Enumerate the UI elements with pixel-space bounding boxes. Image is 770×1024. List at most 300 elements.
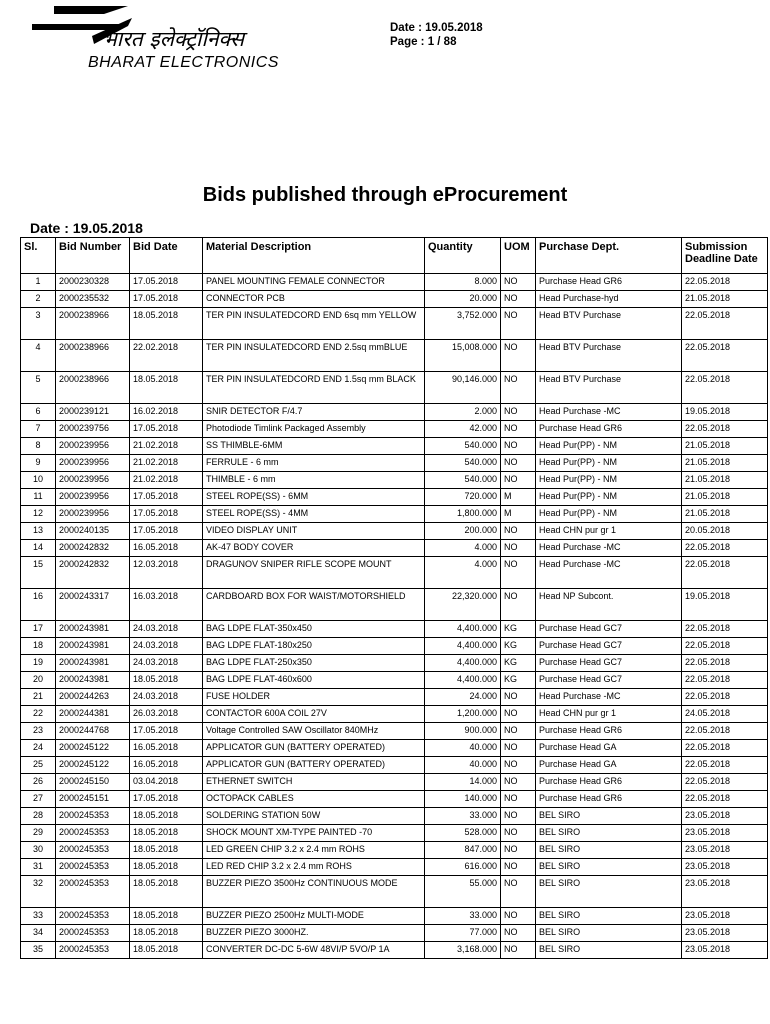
table-row	[21, 506, 768, 523]
cell-material: TER PIN INSULATEDCORD END 1.5sq mm BLACK	[203, 372, 425, 404]
table-row	[21, 308, 768, 340]
cell-quantity: 3,168.000	[425, 942, 501, 959]
cell-dept: Head Pur(PP) - NM	[536, 438, 682, 455]
cell-bid-date: 24.03.2018	[130, 655, 203, 672]
cell-deadline: 23.05.2018	[682, 876, 768, 908]
cell-material: BUZZER PIEZO 3500Hz CONTINUOUS MODE	[203, 876, 425, 908]
cell-dept: Purchase Head GR6	[536, 791, 682, 808]
cell-dept: Head Purchase -MC	[536, 689, 682, 706]
cell-bid-number: 2000239956	[56, 506, 130, 523]
cell-bid-number: 2000235532	[56, 291, 130, 308]
cell-bid-date: 17.05.2018	[130, 723, 203, 740]
cell-uom: NO	[501, 908, 536, 925]
table-row	[21, 808, 768, 825]
cell-uom: NO	[501, 723, 536, 740]
cell-dept: Head Purchase -MC	[536, 404, 682, 421]
cell-bid-date: 22.02.2018	[130, 340, 203, 372]
table-row	[21, 689, 768, 706]
table-row	[21, 655, 768, 672]
cell-uom: NO	[501, 438, 536, 455]
cell-sl: 35	[21, 942, 56, 959]
cell-dept: Head Pur(PP) - NM	[536, 455, 682, 472]
cell-sl: 24	[21, 740, 56, 757]
cell-dept: Head Pur(PP) - NM	[536, 506, 682, 523]
table-row	[21, 523, 768, 540]
cell-bid-number: 2000239956	[56, 489, 130, 506]
table-row	[21, 942, 768, 959]
cell-bid-number: 2000239956	[56, 438, 130, 455]
cell-sl: 34	[21, 925, 56, 942]
cell-bid-date: 17.05.2018	[130, 274, 203, 291]
cell-quantity: 15,008.000	[425, 340, 501, 372]
cell-bid-date: 16.05.2018	[130, 757, 203, 774]
cell-quantity: 8.000	[425, 274, 501, 291]
cell-bid-number: 2000242832	[56, 540, 130, 557]
cell-uom: KG	[501, 672, 536, 689]
cell-bid-number: 2000230328	[56, 274, 130, 291]
table-row	[21, 455, 768, 472]
cell-quantity: 616.000	[425, 859, 501, 876]
cell-dept: BEL SIRO	[536, 876, 682, 908]
cell-quantity: 4.000	[425, 557, 501, 589]
cell-deadline: 22.05.2018	[682, 557, 768, 589]
cell-material: LED RED CHIP 3.2 x 2.4 mm ROHS	[203, 859, 425, 876]
cell-deadline: 22.05.2018	[682, 774, 768, 791]
cell-material: BAG LDPE FLAT-350x450	[203, 621, 425, 638]
cell-uom: NO	[501, 859, 536, 876]
cell-dept: BEL SIRO	[536, 825, 682, 842]
col-header-sl: Sl.	[21, 238, 56, 274]
cell-uom: NO	[501, 689, 536, 706]
cell-bid-number: 2000242832	[56, 557, 130, 589]
cell-material: PANEL MOUNTING FEMALE CONNECTOR	[203, 274, 425, 291]
cell-material: SNIR DETECTOR F/4.7	[203, 404, 425, 421]
table-row	[21, 274, 768, 291]
cell-deadline: 23.05.2018	[682, 908, 768, 925]
cell-bid-date: 12.03.2018	[130, 557, 203, 589]
cell-dept: Purchase Head GR6	[536, 723, 682, 740]
cell-bid-date: 18.05.2018	[130, 672, 203, 689]
cell-dept: Head CHN pur gr 1	[536, 523, 682, 540]
bel-logo	[32, 4, 342, 70]
cell-material: LED GREEN CHIP 3.2 x 2.4 mm ROHS	[203, 842, 425, 859]
cell-deadline: 22.05.2018	[682, 757, 768, 774]
cell-sl: 9	[21, 455, 56, 472]
cell-sl: 1	[21, 274, 56, 291]
table-row	[21, 825, 768, 842]
cell-bid-number: 2000239956	[56, 455, 130, 472]
cell-uom: KG	[501, 638, 536, 655]
cell-bid-date: 16.05.2018	[130, 540, 203, 557]
cell-material: OCTOPACK CABLES	[203, 791, 425, 808]
cell-uom: NO	[501, 740, 536, 757]
col-header-dept: Purchase Dept.	[536, 238, 682, 274]
cell-sl: 14	[21, 540, 56, 557]
cell-material: TER PIN INSULATEDCORD END 2.5sq mmBLUE	[203, 340, 425, 372]
cell-deadline: 20.05.2018	[682, 523, 768, 540]
table-row	[21, 489, 768, 506]
report-date: Date : 19.05.2018	[30, 220, 143, 236]
cell-material: Photodiode Timlink Packaged Assembly	[203, 421, 425, 438]
cell-quantity: 200.000	[425, 523, 501, 540]
cell-uom: NO	[501, 274, 536, 291]
cell-uom: NO	[501, 791, 536, 808]
cell-bid-number: 2000245353	[56, 808, 130, 825]
cell-bid-number: 2000238966	[56, 340, 130, 372]
cell-uom: NO	[501, 340, 536, 372]
cell-quantity: 24.000	[425, 689, 501, 706]
cell-quantity: 540.000	[425, 472, 501, 489]
cell-uom: KG	[501, 621, 536, 638]
cell-dept: Head NP Subcont.	[536, 589, 682, 621]
cell-quantity: 40.000	[425, 740, 501, 757]
col-header-deadline: Submission Deadline Date	[682, 238, 768, 274]
cell-quantity: 55.000	[425, 876, 501, 908]
cell-deadline: 22.05.2018	[682, 421, 768, 438]
cell-quantity: 2.000	[425, 404, 501, 421]
cell-uom: NO	[501, 757, 536, 774]
table-row	[21, 740, 768, 757]
cell-quantity: 40.000	[425, 757, 501, 774]
cell-dept: BEL SIRO	[536, 808, 682, 825]
table-row	[21, 372, 768, 404]
cell-uom: NO	[501, 472, 536, 489]
cell-material: FUSE HOLDER	[203, 689, 425, 706]
cell-deadline: 23.05.2018	[682, 925, 768, 942]
cell-bid-date: 18.05.2018	[130, 925, 203, 942]
cell-uom: KG	[501, 655, 536, 672]
cell-sl: 28	[21, 808, 56, 825]
table-row	[21, 757, 768, 774]
cell-bid-date: 21.02.2018	[130, 472, 203, 489]
cell-quantity: 33.000	[425, 808, 501, 825]
table-row	[21, 421, 768, 438]
cell-material: CONTACTOR 600A COIL 27V	[203, 706, 425, 723]
cell-deadline: 22.05.2018	[682, 689, 768, 706]
cell-sl: 13	[21, 523, 56, 540]
cell-deadline: 22.05.2018	[682, 638, 768, 655]
cell-deadline: 21.05.2018	[682, 506, 768, 523]
cell-sl: 18	[21, 638, 56, 655]
cell-material: CONVERTER DC-DC 5-6W 48VI/P 5VO/P 1A	[203, 942, 425, 959]
cell-sl: 27	[21, 791, 56, 808]
cell-uom: NO	[501, 808, 536, 825]
cell-material: SHOCK MOUNT XM-TYPE PAINTED -70	[203, 825, 425, 842]
cell-bid-date: 18.05.2018	[130, 942, 203, 959]
cell-bid-date: 18.05.2018	[130, 842, 203, 859]
cell-quantity: 1,200.000	[425, 706, 501, 723]
cell-dept: Purchase Head GC7	[536, 638, 682, 655]
cell-sl: 32	[21, 876, 56, 908]
cell-bid-number: 2000243981	[56, 655, 130, 672]
cell-sl: 3	[21, 308, 56, 340]
cell-sl: 20	[21, 672, 56, 689]
cell-sl: 29	[21, 825, 56, 842]
cell-bid-number: 2000245353	[56, 842, 130, 859]
cell-bid-date: 17.05.2018	[130, 489, 203, 506]
cell-material: APPLICATOR GUN (BATTERY OPERATED)	[203, 740, 425, 757]
cell-sl: 11	[21, 489, 56, 506]
cell-uom: NO	[501, 876, 536, 908]
cell-sl: 19	[21, 655, 56, 672]
cell-uom: NO	[501, 455, 536, 472]
cell-material: Voltage Controlled SAW Oscillator 840MHz	[203, 723, 425, 740]
bids-table	[20, 237, 768, 959]
cell-material: DRAGUNOV SNIPER RIFLE SCOPE MOUNT	[203, 557, 425, 589]
cell-deadline: 21.05.2018	[682, 455, 768, 472]
cell-quantity: 540.000	[425, 455, 501, 472]
header-page: Page : 1 / 88	[390, 36, 457, 48]
cell-dept: Head CHN pur gr 1	[536, 706, 682, 723]
cell-sl: 26	[21, 774, 56, 791]
cell-quantity: 77.000	[425, 925, 501, 942]
cell-bid-date: 21.02.2018	[130, 455, 203, 472]
cell-bid-number: 2000245353	[56, 942, 130, 959]
cell-dept: BEL SIRO	[536, 925, 682, 942]
cell-deadline: 22.05.2018	[682, 740, 768, 757]
cell-dept: BEL SIRO	[536, 859, 682, 876]
cell-quantity: 4,400.000	[425, 672, 501, 689]
cell-bid-number: 2000243981	[56, 672, 130, 689]
logo-english-text: BHARAT ELECTRONICS	[88, 54, 279, 70]
cell-bid-date: 03.04.2018	[130, 774, 203, 791]
cell-dept: BEL SIRO	[536, 842, 682, 859]
table-row	[21, 472, 768, 489]
cell-material: SS THIMBLE-6MM	[203, 438, 425, 455]
cell-material: ETHERNET SWITCH	[203, 774, 425, 791]
table-header-row	[21, 238, 768, 274]
cell-uom: NO	[501, 372, 536, 404]
table-row	[21, 706, 768, 723]
cell-bid-date: 18.05.2018	[130, 876, 203, 908]
cell-bid-date: 18.05.2018	[130, 908, 203, 925]
cell-uom: NO	[501, 404, 536, 421]
cell-quantity: 1,800.000	[425, 506, 501, 523]
cell-sl: 17	[21, 621, 56, 638]
cell-bid-number: 2000245353	[56, 925, 130, 942]
cell-bid-date: 24.03.2018	[130, 638, 203, 655]
cell-dept: Purchase Head GA	[536, 757, 682, 774]
table-row	[21, 404, 768, 421]
cell-material: FERRULE - 6 mm	[203, 455, 425, 472]
cell-bid-date: 17.05.2018	[130, 291, 203, 308]
cell-deadline: 22.05.2018	[682, 655, 768, 672]
cell-bid-date: 18.05.2018	[130, 825, 203, 842]
cell-deadline: 19.05.2018	[682, 404, 768, 421]
cell-dept: Purchase Head GR6	[536, 421, 682, 438]
cell-material: CARDBOARD BOX FOR WAIST/MOTORSHIELD	[203, 589, 425, 621]
cell-dept: Purchase Head GR6	[536, 774, 682, 791]
cell-sl: 33	[21, 908, 56, 925]
cell-bid-date: 18.05.2018	[130, 808, 203, 825]
table-row	[21, 859, 768, 876]
cell-bid-number: 2000243317	[56, 589, 130, 621]
cell-bid-date: 17.05.2018	[130, 421, 203, 438]
cell-deadline: 22.05.2018	[682, 308, 768, 340]
cell-bid-number: 2000245122	[56, 740, 130, 757]
cell-material: THIMBLE - 6 mm	[203, 472, 425, 489]
cell-material: STEEL ROPE(SS) - 4MM	[203, 506, 425, 523]
cell-dept: Head BTV Purchase	[536, 340, 682, 372]
cell-bid-date: 21.02.2018	[130, 438, 203, 455]
cell-uom: NO	[501, 523, 536, 540]
cell-bid-date: 16.03.2018	[130, 589, 203, 621]
cell-deadline: 22.05.2018	[682, 791, 768, 808]
table-row	[21, 340, 768, 372]
cell-quantity: 4,400.000	[425, 621, 501, 638]
cell-bid-date: 18.05.2018	[130, 372, 203, 404]
cell-bid-date: 16.02.2018	[130, 404, 203, 421]
cell-quantity: 4.000	[425, 540, 501, 557]
cell-quantity: 540.000	[425, 438, 501, 455]
cell-dept: Head Purchase-hyd	[536, 291, 682, 308]
table-row	[21, 540, 768, 557]
col-header-material: Material Description	[203, 238, 425, 274]
cell-bid-number: 2000240135	[56, 523, 130, 540]
cell-uom: NO	[501, 925, 536, 942]
cell-deadline: 23.05.2018	[682, 859, 768, 876]
cell-deadline: 21.05.2018	[682, 438, 768, 455]
cell-deadline: 24.05.2018	[682, 706, 768, 723]
table-row	[21, 589, 768, 621]
cell-dept: Head Pur(PP) - NM	[536, 489, 682, 506]
cell-quantity: 20.000	[425, 291, 501, 308]
cell-bid-number: 2000245353	[56, 908, 130, 925]
cell-material: VIDEO DISPLAY UNIT	[203, 523, 425, 540]
cell-bid-number: 2000245151	[56, 791, 130, 808]
cell-material: SOLDERING STATION 50W	[203, 808, 425, 825]
table-row	[21, 774, 768, 791]
cell-uom: NO	[501, 557, 536, 589]
cell-bid-date: 24.03.2018	[130, 621, 203, 638]
cell-bid-number: 2000245150	[56, 774, 130, 791]
cell-sl: 15	[21, 557, 56, 589]
cell-deadline: 22.05.2018	[682, 274, 768, 291]
cell-bid-date: 18.05.2018	[130, 859, 203, 876]
cell-bid-number: 2000245353	[56, 825, 130, 842]
cell-dept: Purchase Head GC7	[536, 655, 682, 672]
cell-bid-number: 2000239956	[56, 472, 130, 489]
cell-material: BAG LDPE FLAT-250x350	[203, 655, 425, 672]
cell-bid-number: 2000244768	[56, 723, 130, 740]
cell-deadline: 22.05.2018	[682, 540, 768, 557]
cell-deadline: 21.05.2018	[682, 489, 768, 506]
cell-bid-number: 2000243981	[56, 621, 130, 638]
cell-quantity: 3,752.000	[425, 308, 501, 340]
cell-dept: BEL SIRO	[536, 908, 682, 925]
cell-sl: 31	[21, 859, 56, 876]
cell-sl: 4	[21, 340, 56, 372]
cell-uom: NO	[501, 774, 536, 791]
col-header-quantity: Quantity	[425, 238, 501, 274]
cell-quantity: 720.000	[425, 489, 501, 506]
col-header-uom: UOM	[501, 238, 536, 274]
cell-bid-number: 2000238966	[56, 308, 130, 340]
cell-dept: Purchase Head GR6	[536, 274, 682, 291]
cell-uom: NO	[501, 589, 536, 621]
cell-sl: 6	[21, 404, 56, 421]
table-row	[21, 723, 768, 740]
cell-sl: 16	[21, 589, 56, 621]
cell-deadline: 22.05.2018	[682, 372, 768, 404]
cell-uom: NO	[501, 706, 536, 723]
cell-dept: Head BTV Purchase	[536, 308, 682, 340]
cell-uom: NO	[501, 942, 536, 959]
cell-dept: Head Purchase -MC	[536, 557, 682, 589]
table-row	[21, 621, 768, 638]
table-row	[21, 638, 768, 655]
cell-bid-date: 17.05.2018	[130, 523, 203, 540]
cell-quantity: 140.000	[425, 791, 501, 808]
cell-material: BUZZER PIEZO 3000HZ.	[203, 925, 425, 942]
cell-material: APPLICATOR GUN (BATTERY OPERATED)	[203, 757, 425, 774]
cell-bid-number: 2000243981	[56, 638, 130, 655]
table-row	[21, 925, 768, 942]
cell-bid-number: 2000245353	[56, 859, 130, 876]
cell-sl: 21	[21, 689, 56, 706]
header-info	[390, 21, 483, 49]
cell-bid-date: 17.05.2018	[130, 506, 203, 523]
cell-bid-date: 16.05.2018	[130, 740, 203, 757]
col-header-bid-number: Bid Number	[56, 238, 130, 274]
cell-bid-date: 17.05.2018	[130, 791, 203, 808]
col-header-bid-date: Bid Date	[130, 238, 203, 274]
cell-bid-date: 24.03.2018	[130, 689, 203, 706]
cell-quantity: 847.000	[425, 842, 501, 859]
cell-material: AK-47 BODY COVER	[203, 540, 425, 557]
cell-material: CONNECTOR PCB	[203, 291, 425, 308]
cell-deadline: 22.05.2018	[682, 723, 768, 740]
cell-sl: 25	[21, 757, 56, 774]
cell-sl: 30	[21, 842, 56, 859]
cell-deadline: 23.05.2018	[682, 808, 768, 825]
cell-sl: 7	[21, 421, 56, 438]
cell-bid-number: 2000245122	[56, 757, 130, 774]
table-row	[21, 557, 768, 589]
cell-uom: NO	[501, 540, 536, 557]
cell-deadline: 19.05.2018	[682, 589, 768, 621]
cell-bid-number: 2000244381	[56, 706, 130, 723]
cell-sl: 23	[21, 723, 56, 740]
cell-sl: 10	[21, 472, 56, 489]
cell-bid-number: 2000245353	[56, 876, 130, 908]
cell-dept: Head BTV Purchase	[536, 372, 682, 404]
cell-deadline: 23.05.2018	[682, 942, 768, 959]
cell-sl: 8	[21, 438, 56, 455]
cell-dept: Purchase Head GC7	[536, 672, 682, 689]
cell-material: BUZZER PIEZO 2500Hz MULTI-MODE	[203, 908, 425, 925]
cell-bid-number: 2000238966	[56, 372, 130, 404]
cell-sl: 5	[21, 372, 56, 404]
cell-quantity: 4,400.000	[425, 655, 501, 672]
cell-material: BAG LDPE FLAT-180x250	[203, 638, 425, 655]
cell-quantity: 4,400.000	[425, 638, 501, 655]
cell-uom: NO	[501, 842, 536, 859]
page-title: Bids published through eProcurement	[202, 184, 568, 206]
cell-dept: Head Purchase -MC	[536, 540, 682, 557]
cell-sl: 22	[21, 706, 56, 723]
table-row	[21, 438, 768, 455]
cell-quantity: 90,146.000	[425, 372, 501, 404]
cell-sl: 12	[21, 506, 56, 523]
cell-deadline: 22.05.2018	[682, 340, 768, 372]
cell-uom: M	[501, 489, 536, 506]
cell-quantity: 22,320.000	[425, 589, 501, 621]
cell-deadline: 21.05.2018	[682, 472, 768, 489]
table-row	[21, 791, 768, 808]
cell-quantity: 33.000	[425, 908, 501, 925]
cell-quantity: 14.000	[425, 774, 501, 791]
